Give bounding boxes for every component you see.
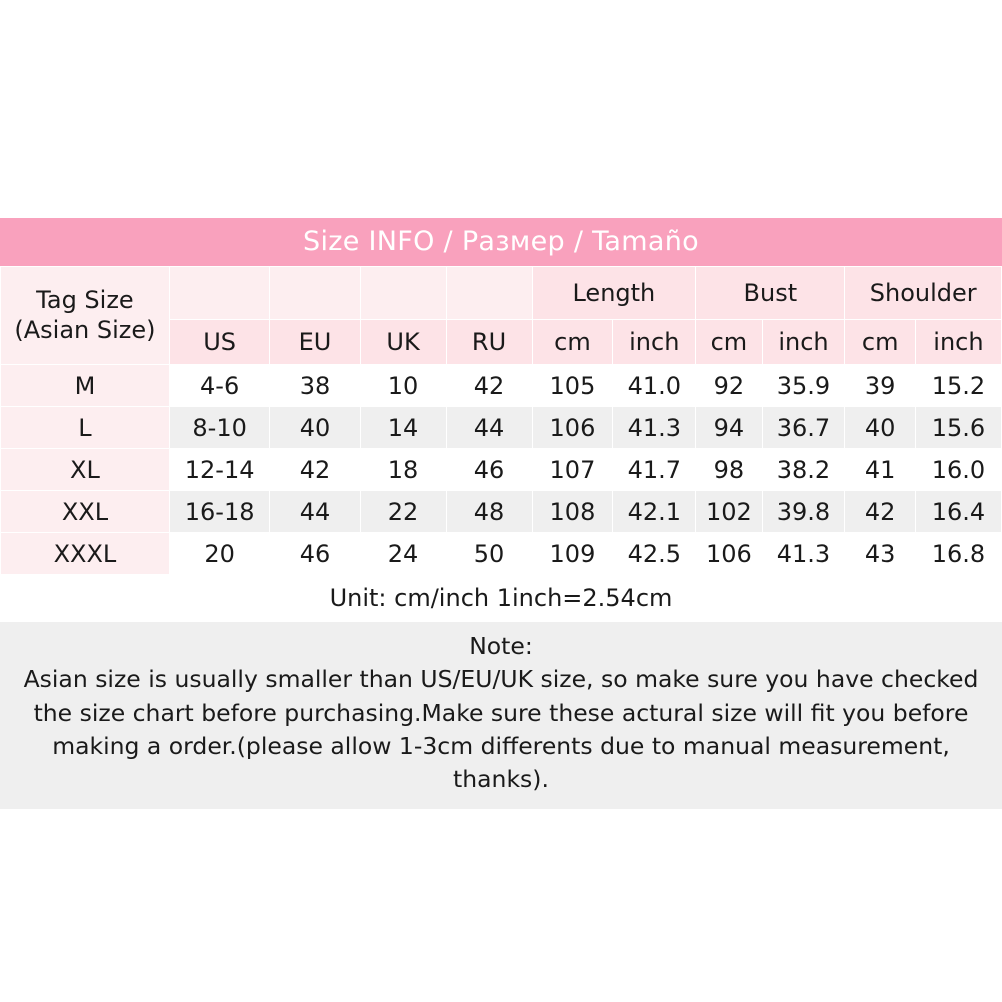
cell-us: 20 [169, 533, 270, 575]
cell-length-inch: 41.7 [613, 449, 696, 491]
table-row [1, 491, 1002, 533]
cell-uk: 22 [360, 491, 446, 533]
subheader-us: US [169, 320, 270, 365]
cell-bust-cm: 102 [696, 491, 762, 533]
size-info-title: Size INFO / Размер / Tamaño [0, 218, 1002, 266]
note-label: Note: [469, 632, 533, 660]
cell-shoulder-cm: 43 [845, 533, 915, 575]
cell-shoulder-cm: 40 [845, 407, 915, 449]
tag-size-header: Tag Size (Asian Size) [1, 267, 170, 365]
empty-header-eu [270, 267, 360, 320]
cell-bust-inch: 39.8 [762, 491, 845, 533]
cell-length-inch: 41.3 [613, 407, 696, 449]
unit-note-row [1, 575, 1002, 622]
subheader-shoulder-cm: cm [845, 320, 915, 365]
cell-tag: XXXL [1, 533, 170, 575]
cell-uk: 18 [360, 449, 446, 491]
group-header-shoulder: Shoulder [845, 267, 1002, 320]
cell-length-cm: 106 [532, 407, 613, 449]
cell-shoulder-inch: 16.0 [915, 449, 1001, 491]
subheader-length-cm: cm [532, 320, 613, 365]
cell-eu: 42 [270, 449, 360, 491]
cell-uk: 10 [360, 365, 446, 407]
cell-eu: 44 [270, 491, 360, 533]
cell-tag: M [1, 365, 170, 407]
cell-shoulder-cm: 42 [845, 491, 915, 533]
table-row [1, 533, 1002, 575]
cell-ru: 42 [446, 365, 532, 407]
cell-length-cm: 107 [532, 449, 613, 491]
group-header-length: Length [532, 267, 696, 320]
cell-us: 16-18 [169, 491, 270, 533]
size-chart [0, 218, 1002, 809]
empty-header-us [169, 267, 270, 320]
table-row [1, 365, 1002, 407]
cell-uk: 14 [360, 407, 446, 449]
size-table [0, 266, 1002, 622]
empty-header-uk [360, 267, 446, 320]
cell-bust-cm: 94 [696, 407, 762, 449]
cell-bust-inch: 36.7 [762, 407, 845, 449]
group-header-bust: Bust [696, 267, 845, 320]
cell-eu: 40 [270, 407, 360, 449]
note-text: Asian size is usually smaller than US/EU/UK size, so make sure you have checked the size chart before purchasing.Make sure these actural size will fit you before making a order.(please allow 1-3cm differents due to manual measurement, thanks). [23, 665, 979, 794]
cell-tag: XXL [1, 491, 170, 533]
table-row [1, 407, 1002, 449]
cell-length-cm: 109 [532, 533, 613, 575]
cell-bust-cm: 98 [696, 449, 762, 491]
cell-bust-inch: 41.3 [762, 533, 845, 575]
cell-bust-cm: 106 [696, 533, 762, 575]
cell-tag: L [1, 407, 170, 449]
table-header-group-row [1, 267, 1002, 320]
cell-ru: 46 [446, 449, 532, 491]
table-row [1, 449, 1002, 491]
cell-shoulder-inch: 15.6 [915, 407, 1001, 449]
cell-shoulder-inch: 16.8 [915, 533, 1001, 575]
cell-us: 8-10 [169, 407, 270, 449]
unit-note: Unit: cm/inch 1inch=2.54cm [1, 575, 1002, 622]
cell-length-inch: 42.1 [613, 491, 696, 533]
cell-uk: 24 [360, 533, 446, 575]
subheader-eu: EU [270, 320, 360, 365]
cell-shoulder-inch: 16.4 [915, 491, 1001, 533]
cell-shoulder-inch: 15.2 [915, 365, 1001, 407]
cell-us: 4-6 [169, 365, 270, 407]
cell-bust-inch: 38.2 [762, 449, 845, 491]
subheader-length-inch: inch [613, 320, 696, 365]
cell-eu: 46 [270, 533, 360, 575]
cell-ru: 50 [446, 533, 532, 575]
cell-ru: 44 [446, 407, 532, 449]
empty-header-ru [446, 267, 532, 320]
cell-length-cm: 105 [532, 365, 613, 407]
cell-length-inch: 41.0 [613, 365, 696, 407]
cell-bust-inch: 35.9 [762, 365, 845, 407]
cell-bust-cm: 92 [696, 365, 762, 407]
cell-length-inch: 42.5 [613, 533, 696, 575]
cell-shoulder-cm: 39 [845, 365, 915, 407]
cell-eu: 38 [270, 365, 360, 407]
cell-tag: XL [1, 449, 170, 491]
cell-ru: 48 [446, 491, 532, 533]
cell-us: 12-14 [169, 449, 270, 491]
subheader-shoulder-inch: inch [915, 320, 1001, 365]
cell-shoulder-cm: 41 [845, 449, 915, 491]
subheader-bust-cm: cm [696, 320, 762, 365]
subheader-uk: UK [360, 320, 446, 365]
cell-length-cm: 108 [532, 491, 613, 533]
subheader-ru: RU [446, 320, 532, 365]
subheader-bust-inch: inch [762, 320, 845, 365]
note-block [0, 622, 1002, 809]
